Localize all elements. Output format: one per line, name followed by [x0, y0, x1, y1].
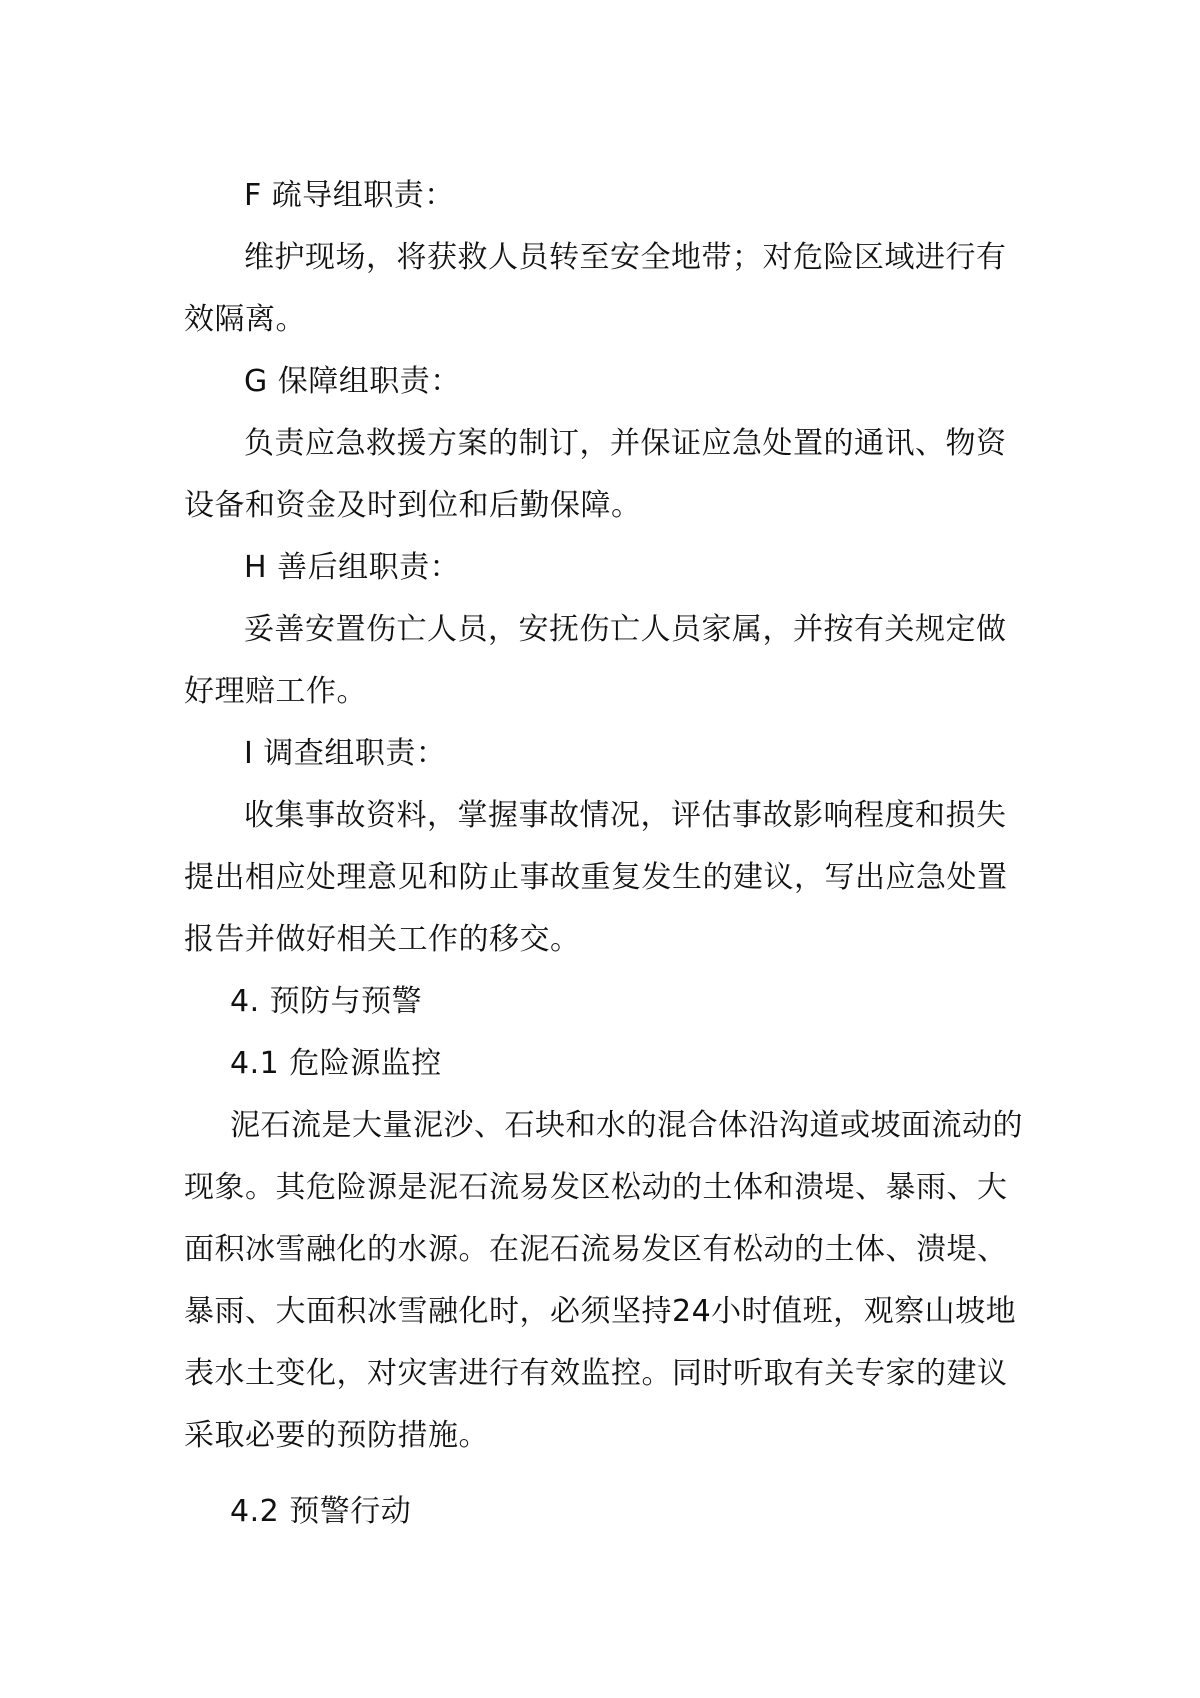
paragraph-line: 设备和资金及时到位和后勤保障。: [184, 488, 642, 523]
subsection-heading-hazard-monitoring: 4.1 危险源监控: [230, 1046, 442, 1081]
paragraph-line: 收集事故资料，掌握事故情况，评估事故影响程度和损失: [244, 798, 1007, 833]
subsection-heading-warning-action: 4.2 预警行动: [230, 1494, 412, 1529]
heading-i-investigation-team: I 调查组职责：: [244, 736, 447, 771]
paragraph-line: 表水土变化，对灾害进行有效监控。同时听取有关专家的建议: [184, 1356, 1008, 1391]
section-heading-prevention-warning: 4. 预防与预警: [230, 984, 423, 1019]
paragraph-line: 报告并做好相关工作的移交。: [184, 922, 581, 957]
paragraph-line: 负责应急救援方案的制订，并保证应急处置的通讯、物资: [244, 426, 1007, 461]
heading-h-aftermath-team: H 善后组职责：: [244, 550, 461, 585]
paragraph-line: 效隔离。: [184, 302, 306, 337]
paragraph-line: 妥善安置伤亡人员，安抚伤亡人员家属，并按有关规定做: [244, 612, 1007, 647]
paragraph-line: 泥石流是大量泥沙、石块和水的混合体沿沟道或坡面流动的: [230, 1108, 1023, 1143]
heading-g-support-team: G 保障组职责：: [244, 364, 461, 399]
heading-f-guidance-team: F 疏导组职责：: [244, 178, 455, 213]
paragraph-line: 维护现场，将获救人员转至安全地带；对危险区域进行有: [244, 240, 1007, 275]
paragraph-line: 好理赔工作。: [184, 674, 367, 709]
paragraph-line: 提出相应处理意见和防止事故重复发生的建议，写出应急处置: [184, 860, 1008, 895]
paragraph-line: 暴雨、大面积冰雪融化时，必须坚持24小时值班，观察山坡地: [184, 1294, 1017, 1329]
paragraph-line: 面积冰雪融化的水源。在泥石流易发区有松动的土体、溃堤、: [184, 1232, 1008, 1267]
paragraph-line: 现象。其危险源是泥石流易发区松动的土体和溃堤、暴雨、大: [184, 1170, 1008, 1205]
paragraph-line: 采取必要的预防措施。: [184, 1418, 489, 1453]
